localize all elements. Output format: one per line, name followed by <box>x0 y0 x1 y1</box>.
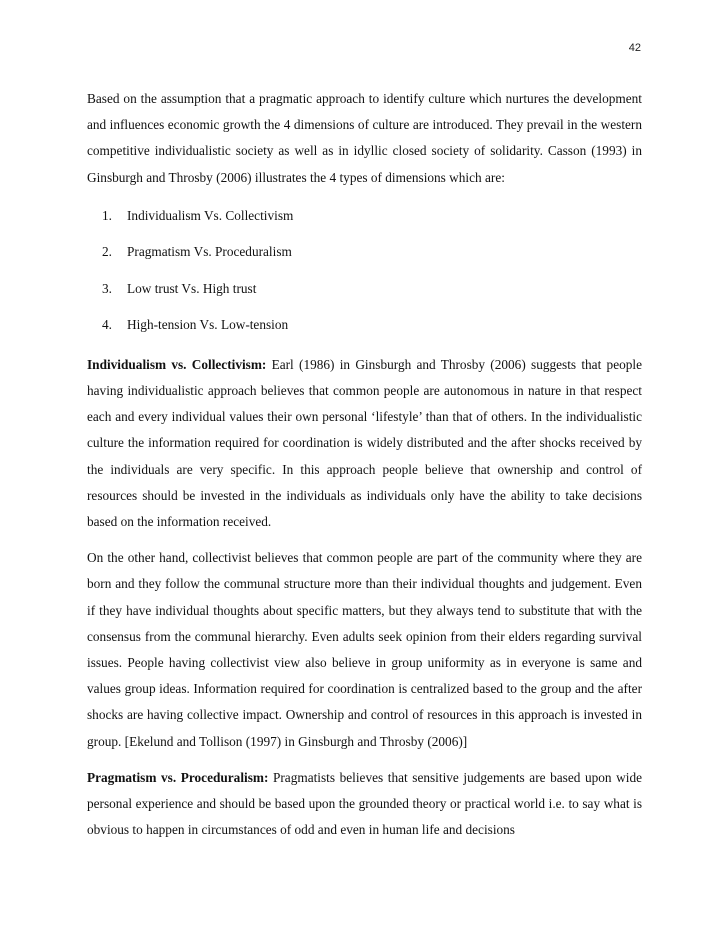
list-item-number: 1. <box>102 207 112 223</box>
list-item-text: Pragmatism Vs. Proceduralism <box>127 244 292 260</box>
individualism-heading: Individualism vs. Collectivism: <box>87 356 267 372</box>
pragmatism-body: Pragmatists believes that sensitive judgements are based upon wide personal experience and should be based upon the grounded theory or practical world i.e. to say what is obvious to happen in circumstances of odd and even in human life and decisions <box>87 769 642 838</box>
page-content <box>87 86 642 843</box>
collectivist-paragraph: On the other hand, collectivist believes that common people are part of the community where they are born and they follow the communal structure more than their individual thoughts and judgement. Even if they have individual thoughts about specific matters, but they always tend to substitute that with the consensus from the communal hierarchy. Even adults seek opinion from their elders regarding survival issues. People having collectivist view also believe in group uniformity as in everyone is same and values group ideas. Information required for coordination is centralized based to the group and the after shocks are having collective impact. Ownership and control of resources in this approach is invested in group. [Ekelund and Tollison (1997) in Ginsburgh and Throsby (2006)] <box>87 550 642 749</box>
intro-paragraph: Based on the assumption that a pragmatic approach to identify culture which nurtures the development and influences economic growth the 4 dimensions of culture are introduced. They prevail in the western competitive individualistic society as well as in idyllic closed society of solidarity. Casson (1993) in Ginsburgh and Throsby (2006) illustrates the 4 types of dimensions which are: <box>87 91 642 185</box>
individualism-paragraph <box>87 352 642 535</box>
list-item-text: High-tension Vs. Low-tension <box>127 317 289 333</box>
list-item-number: 3. <box>102 280 112 296</box>
list-item <box>87 234 642 271</box>
list-item-text: Low trust Vs. High trust <box>127 280 257 296</box>
individualism-body: Earl (1986) in Ginsburgh and Throsby (2006) suggests that people having individualistic approach believes that common people are autonomous in nature in that respect each and every individual values their own personal ‘lifestyle’ than that of others. In the individualistic culture the information required for coordination is widely distributed and the after shocks received by the individuals are very specific. In this approach people believe that ownership and control of resources should be invested in the individuals as individuals only have the ability to take decisions based on the information received. <box>87 356 642 530</box>
list-item <box>87 307 642 344</box>
dimensions-list <box>87 198 642 344</box>
list-item-number: 2. <box>102 244 112 260</box>
list-item <box>87 198 642 235</box>
pragmatism-heading: Pragmatism vs. Proceduralism: <box>87 769 269 785</box>
page-number: 42 <box>628 42 641 54</box>
pragmatism-paragraph <box>87 765 642 844</box>
list-item-number: 4. <box>102 317 112 333</box>
list-item-text: Individualism Vs. Collectivism <box>127 207 294 223</box>
list-item <box>87 271 642 308</box>
